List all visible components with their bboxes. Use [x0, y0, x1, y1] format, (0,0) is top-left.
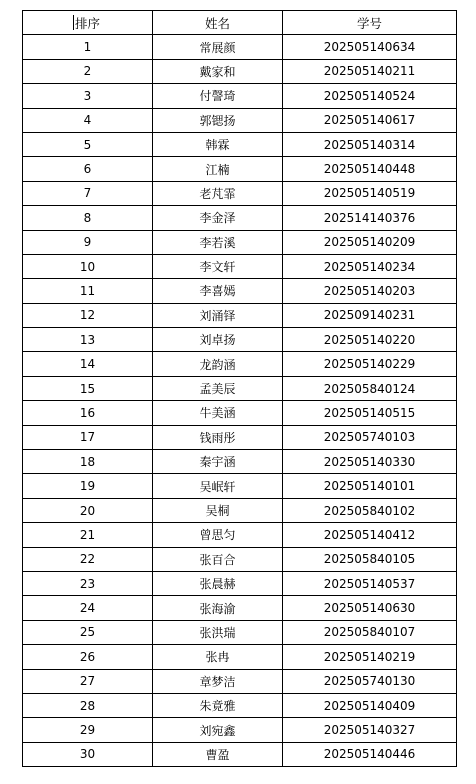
- name-cell[interactable]: 李文轩: [153, 254, 283, 278]
- name-cell[interactable]: 戴家和: [153, 59, 283, 83]
- name-cell[interactable]: 刘宛鑫: [153, 718, 283, 742]
- name-cell[interactable]: 付謦琦: [153, 84, 283, 108]
- student-roster-table: [22, 10, 457, 767]
- name-cell[interactable]: 钱雨彤: [153, 425, 283, 449]
- name-cell[interactable]: 老芃霏: [153, 181, 283, 205]
- table-row: [23, 132, 457, 156]
- name-cell[interactable]: 李金泽: [153, 206, 283, 230]
- table-row: [23, 645, 457, 669]
- rank-cell[interactable]: 18: [23, 450, 153, 474]
- student-id-cell[interactable]: 202505140234: [283, 254, 457, 278]
- header-row: [23, 11, 457, 35]
- student-id-cell[interactable]: 202505140412: [283, 523, 457, 547]
- name-cell[interactable]: 曹盈: [153, 742, 283, 766]
- name-cell[interactable]: 吴岷轩: [153, 474, 283, 498]
- student-id-cell[interactable]: 202505140515: [283, 401, 457, 425]
- rank-cell[interactable]: 27: [23, 669, 153, 693]
- student-id-cell[interactable]: 202505840107: [283, 620, 457, 644]
- name-cell[interactable]: 秦宇涵: [153, 450, 283, 474]
- rank-cell[interactable]: 1: [23, 35, 153, 59]
- rank-cell[interactable]: 26: [23, 645, 153, 669]
- rank-cell[interactable]: 24: [23, 596, 153, 620]
- table-row: [23, 328, 457, 352]
- student-id-cell[interactable]: 202509140231: [283, 303, 457, 327]
- student-id-cell[interactable]: 202505140327: [283, 718, 457, 742]
- rank-cell[interactable]: 9: [23, 230, 153, 254]
- name-cell[interactable]: 刘涌铎: [153, 303, 283, 327]
- student-id-cell[interactable]: 202505840102: [283, 498, 457, 522]
- student-id-cell[interactable]: 202505740130: [283, 669, 457, 693]
- name-cell[interactable]: 张海渝: [153, 596, 283, 620]
- rank-cell[interactable]: 19: [23, 474, 153, 498]
- table-row: [23, 401, 457, 425]
- student-id-cell[interactable]: 202505140448: [283, 157, 457, 181]
- student-id-cell[interactable]: 202505140617: [283, 108, 457, 132]
- rank-cell[interactable]: 6: [23, 157, 153, 181]
- rank-cell[interactable]: 15: [23, 376, 153, 400]
- table-row: [23, 206, 457, 230]
- student-id-cell[interactable]: 202505140101: [283, 474, 457, 498]
- rank-cell[interactable]: 3: [23, 84, 153, 108]
- name-cell[interactable]: 牛美涵: [153, 401, 283, 425]
- table-row: [23, 254, 457, 278]
- student-id-cell[interactable]: 202505840124: [283, 376, 457, 400]
- student-id-cell[interactable]: 202505140634: [283, 35, 457, 59]
- name-cell[interactable]: 张洪瑞: [153, 620, 283, 644]
- table-row: [23, 376, 457, 400]
- name-cell[interactable]: 李若溪: [153, 230, 283, 254]
- student-id-cell[interactable]: 202505140330: [283, 450, 457, 474]
- table-row: [23, 669, 457, 693]
- student-id-cell[interactable]: 202505140220: [283, 328, 457, 352]
- student-id-cell[interactable]: 202505140537: [283, 571, 457, 595]
- table-row: [23, 718, 457, 742]
- header-student-id[interactable]: 学号: [283, 11, 457, 35]
- table-header: [23, 11, 457, 35]
- student-id-cell[interactable]: 202505140209: [283, 230, 457, 254]
- table-row: [23, 84, 457, 108]
- rank-cell[interactable]: 22: [23, 547, 153, 571]
- table-row: [23, 59, 457, 83]
- student-id-cell[interactable]: 202505140203: [283, 279, 457, 303]
- table-row: [23, 474, 457, 498]
- table-row: [23, 547, 457, 571]
- name-cell[interactable]: 章梦洁: [153, 669, 283, 693]
- name-cell[interactable]: 常展颜: [153, 35, 283, 59]
- name-cell[interactable]: 刘卓扬: [153, 328, 283, 352]
- table-row: [23, 571, 457, 595]
- student-id-cell[interactable]: 202514140376: [283, 206, 457, 230]
- name-cell[interactable]: 郭锶扬: [153, 108, 283, 132]
- rank-cell[interactable]: 2: [23, 59, 153, 83]
- name-cell[interactable]: 李喜嫣: [153, 279, 283, 303]
- rank-cell[interactable]: 5: [23, 132, 153, 156]
- table-row: [23, 303, 457, 327]
- rank-cell[interactable]: 16: [23, 401, 153, 425]
- rank-cell[interactable]: 23: [23, 571, 153, 595]
- rank-cell[interactable]: 4: [23, 108, 153, 132]
- name-cell[interactable]: 江楠: [153, 157, 283, 181]
- rank-cell[interactable]: 14: [23, 352, 153, 376]
- table-row: [23, 742, 457, 766]
- rank-cell[interactable]: 7: [23, 181, 153, 205]
- rank-cell[interactable]: 17: [23, 425, 153, 449]
- table-row: [23, 596, 457, 620]
- table-row: [23, 425, 457, 449]
- table-row: [23, 523, 457, 547]
- table-row: [23, 498, 457, 522]
- table-row: [23, 157, 457, 181]
- header-rank[interactable]: 排序: [23, 11, 153, 35]
- student-id-cell[interactable]: 202505140630: [283, 596, 457, 620]
- student-id-cell[interactable]: 202505840105: [283, 547, 457, 571]
- rank-cell[interactable]: 21: [23, 523, 153, 547]
- rank-cell[interactable]: 8: [23, 206, 153, 230]
- table-row: [23, 108, 457, 132]
- table-row: [23, 352, 457, 376]
- name-cell[interactable]: 龙韵涵: [153, 352, 283, 376]
- name-cell[interactable]: 吴桐: [153, 498, 283, 522]
- rank-cell[interactable]: 11: [23, 279, 153, 303]
- student-id-cell[interactable]: 202505140409: [283, 693, 457, 717]
- table-row: [23, 620, 457, 644]
- name-cell[interactable]: 张百合: [153, 547, 283, 571]
- table-row: [23, 450, 457, 474]
- header-name[interactable]: 姓名: [153, 11, 283, 35]
- rank-cell[interactable]: 13: [23, 328, 153, 352]
- table-body: [23, 35, 457, 767]
- rank-cell[interactable]: 20: [23, 498, 153, 522]
- rank-cell[interactable]: 29: [23, 718, 153, 742]
- table-row: [23, 693, 457, 717]
- table-row: [23, 35, 457, 59]
- student-id-cell[interactable]: 202505140446: [283, 742, 457, 766]
- name-cell[interactable]: 曾思匀: [153, 523, 283, 547]
- student-id-cell[interactable]: 202505740103: [283, 425, 457, 449]
- name-cell[interactable]: 韩霖: [153, 132, 283, 156]
- student-id-cell[interactable]: 202505140229: [283, 352, 457, 376]
- table-row: [23, 181, 457, 205]
- rank-cell[interactable]: 28: [23, 693, 153, 717]
- student-id-cell[interactable]: 202505140219: [283, 645, 457, 669]
- rank-cell[interactable]: 12: [23, 303, 153, 327]
- name-cell[interactable]: 张晨赫: [153, 571, 283, 595]
- rank-cell[interactable]: 30: [23, 742, 153, 766]
- name-cell[interactable]: 朱竟雅: [153, 693, 283, 717]
- student-id-cell[interactable]: 202505140211: [283, 59, 457, 83]
- table-row: [23, 230, 457, 254]
- student-id-cell[interactable]: 202505140314: [283, 132, 457, 156]
- student-id-cell[interactable]: 202505140524: [283, 84, 457, 108]
- table-row: [23, 279, 457, 303]
- student-id-cell[interactable]: 202505140519: [283, 181, 457, 205]
- rank-cell[interactable]: 10: [23, 254, 153, 278]
- rank-cell[interactable]: 25: [23, 620, 153, 644]
- name-cell[interactable]: 孟美辰: [153, 376, 283, 400]
- name-cell[interactable]: 张冉: [153, 645, 283, 669]
